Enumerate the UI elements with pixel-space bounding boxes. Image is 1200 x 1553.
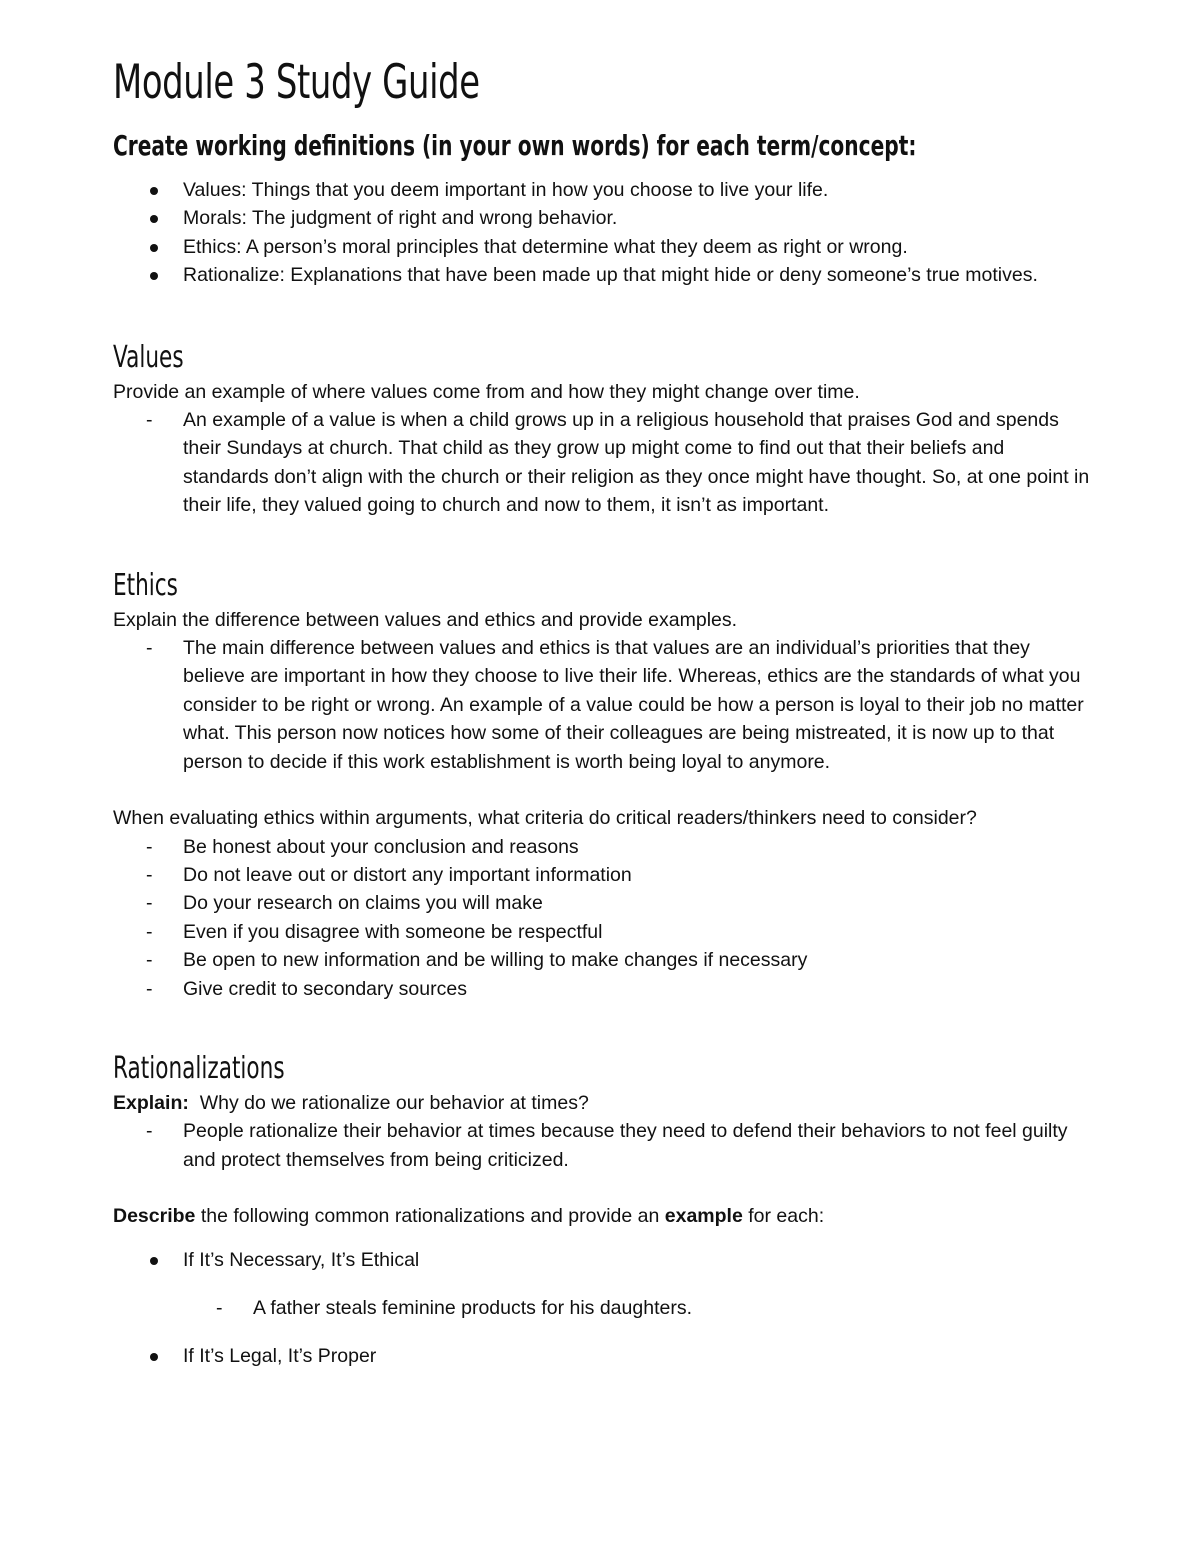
criteria-list <box>113 833 1093 1003</box>
explain-label: Explain: <box>113 1091 189 1114</box>
dash-icon: - <box>146 977 153 1000</box>
bullet-icon <box>150 1353 158 1361</box>
dash-icon: - <box>146 863 153 886</box>
dash-icon: - <box>146 637 153 660</box>
ethics-heading: Ethics <box>113 567 178 603</box>
rationalizations-list <box>113 1246 1093 1274</box>
list-item: - An example of a value is when a child grows up in a religious household that praises God and spends their Sundays at church. That child as they grow up might come to find out that their beliefs and standards don’t align with the church or their religion as they once might have thought. So, at one point in their life, they valued going to church and now to them, it isn’t as important. <box>113 406 1093 520</box>
ethics-answer-list <box>113 634 1093 776</box>
list-item: - A father steals feminine products for his daughters. <box>113 1294 1093 1322</box>
values-prompt: Provide an example of where values come from and how they might change over time. <box>113 380 860 403</box>
page-title: Module 3 Study Guide <box>113 55 480 110</box>
list-item: - Be open to new information and be willing to make changes if necessary <box>113 946 1093 974</box>
list-item: - Give credit to secondary sources <box>113 975 1093 1003</box>
ethics-prompt: Explain the difference between values and ethics and provide examples. <box>113 608 738 631</box>
dash-icon: - <box>146 949 153 972</box>
list-item: - People rationalize their behavior at times because they need to defend their behaviors to not feel guilty and protect themselves from being criticized. <box>113 1117 1093 1174</box>
dash-icon: - <box>146 892 153 915</box>
list-item: - Even if you disagree with someone be respectful <box>113 918 1093 946</box>
bullet-icon <box>150 244 158 252</box>
list-item: - The main difference between values and ethics is that values are an individual’s priorities that they believe are important in how they choose to live their life. Whereas, ethics are the standards of what you consider to be right or wrong. An example of a value could be how a person is loyal to their job no matter what. This person now notices how some of their colleagues are being mistreated, it is now up to that person to decide if this work establishment is worth being loyal to anymore. <box>113 634 1093 776</box>
list-item: - Do your research on claims you will make <box>113 889 1093 917</box>
example-label: example <box>664 1205 743 1228</box>
describe-prompt: Describe the following common rationalizations and provide an example for each: <box>113 1205 825 1228</box>
dash-icon: - <box>146 835 153 858</box>
explain-answer-list <box>113 1117 1093 1174</box>
definitions-list <box>113 176 1093 290</box>
rationalization-example-list <box>113 1294 1093 1322</box>
list-item: - Do not leave out or distort any important information <box>113 861 1093 889</box>
bullet-icon <box>150 272 158 280</box>
document-page <box>113 52 1093 1371</box>
bullet-icon <box>150 215 158 223</box>
dash-icon: - <box>146 1120 153 1143</box>
dash-icon: - <box>216 1296 223 1319</box>
dash-icon: - <box>146 409 153 432</box>
values-answer-list <box>113 406 1093 520</box>
rationalizations-heading: Rationalizations <box>113 1050 285 1086</box>
definitions-heading: Create working definitions (in your own words) for each term/concept: <box>113 129 917 162</box>
list-item: Rationalize: Explanations that have been made up that might hide or deny someone’s true motives. <box>113 261 1093 289</box>
dash-icon: - <box>146 920 153 943</box>
values-heading: Values <box>113 339 184 375</box>
bullet-icon <box>150 187 158 195</box>
rationalizations-list-2 <box>113 1342 1093 1370</box>
list-item: Ethics: A person’s moral principles that determine what they deem as right or wrong. <box>113 233 1093 261</box>
list-item: - Be honest about your conclusion and reasons <box>113 833 1093 861</box>
list-item: Values: Things that you deem important in how you choose to live your life. <box>113 176 1093 204</box>
list-item: If It’s Necessary, It’s Ethical <box>113 1246 1093 1274</box>
list-item: Morals: The judgment of right and wrong behavior. <box>113 204 1093 232</box>
criteria-prompt: When evaluating ethics within arguments, what criteria do critical readers/thinkers need to consider? <box>113 807 977 830</box>
describe-label: Describe <box>113 1205 196 1228</box>
list-item: If It’s Legal, It’s Proper <box>113 1342 1093 1370</box>
explain-prompt: Explain: Why do we rationalize our behavior at times? <box>113 1091 589 1114</box>
bullet-icon <box>150 1257 158 1265</box>
